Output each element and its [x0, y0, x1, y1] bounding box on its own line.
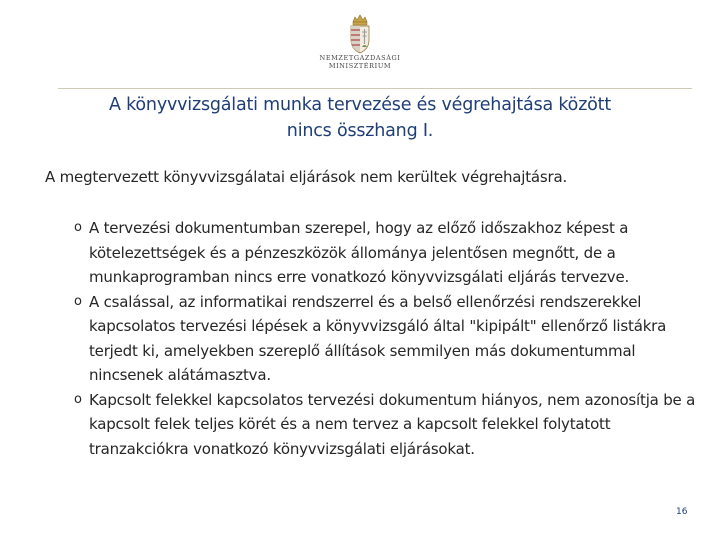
ministry-logo [300, 14, 420, 82]
intro-text: A megtervezett könyvvizsgálatai eljárások nem kerültek végrehajtásra. [45, 168, 568, 186]
bullet-text: A tervezési dokumentumban szerepel, hogy az előző időszakhoz képest a kötelezettségek és a pénzeszközök állománya jelentősen megnőtt, de a munkaprogramban nincs erre vonatkozó könyvvizsgálati eljárás tervezve. [89, 219, 630, 286]
slide-title-line2: nincs összhang I. [286, 121, 434, 141]
bullet-text: A csalással, az informatikai rendszerrel és a belső ellenőrzési rendszerekkel kapcsolatos tervezési lépések a könyvvizsgáló által "kipipált" ellenőrző listákra terjedt ki, amelyekben szereplő állítások semmilyen más dokumentummal nincsenek alátámasztva. [89, 292, 667, 384]
slide-title-line1: A könyvvizsgálati munka tervezése és végrehajtása között [108, 95, 612, 115]
slide-title [30, 92, 690, 144]
header-divider [58, 88, 692, 89]
bullet-text: Kapcsolt felekkel kapcsolatos tervezési dokumentum hiányos, nem azonosítja be a kapcsolt felek teljes körét és a nem tervez a kapcsolt felekkel folytatott tranzakciókra vonatkozó könyvvizsgálati eljárásokat. [89, 390, 696, 458]
bullet-marker: o [74, 220, 82, 235]
bullet-marker: o [74, 391, 82, 407]
bullet-item [74, 216, 714, 290]
ministry-name-line1: NEMZETGAZDASÁGI [319, 54, 401, 62]
bullet-item [74, 290, 714, 388]
bullet-marker: o [74, 293, 82, 309]
page-number: 16 [676, 507, 688, 517]
ministry-name-line2: MINISZTÉRIUM [328, 62, 392, 70]
bullet-list [74, 216, 714, 461]
coat-of-arms-icon [347, 14, 373, 54]
bullet-item [74, 388, 714, 462]
